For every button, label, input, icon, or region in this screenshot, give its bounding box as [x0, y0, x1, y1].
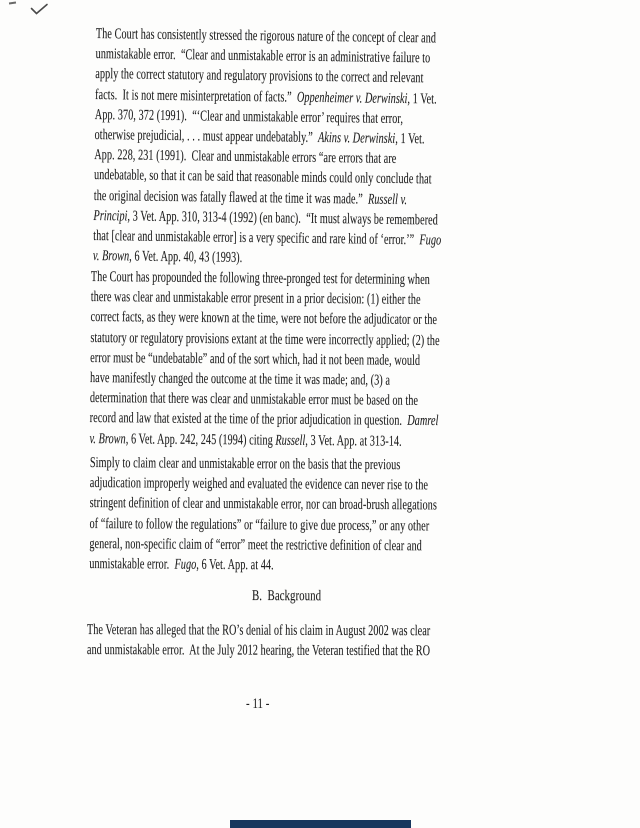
bottom-scan-bar [230, 820, 411, 828]
scan-speck [9, 2, 16, 5]
paragraph-veteran-allegation: The Veteran has alleged that the RO’s denial of his claim in August 2002 was clear and unmistakable error. At the July 2012 hearing, the Veteran testified that the RO [86, 622, 431, 660]
section-heading-background: B. Background [251, 588, 322, 605]
paragraph-cue-limitations: Simply to claim clear and unmistakable error on the basis that the previous adjudication improperly weighed and evaluated the evidence can never rise to the stringent definition of clear and unmistakable error, nor can broad-brush allegations of “failure to follow the regulations” or “failure to give due process,” or any other general, non-specific claim of “error” meet the restrictive definition of clear and unmistakable error. Fugo, 6 Vet. App. at 44. [89, 454, 437, 574]
check-mark-icon [30, 3, 49, 16]
page-number: - 11 - [246, 696, 270, 712]
paragraph-three-pronged-test: The Court has propounded the following three-pronged test for determining when there was clear and unmistakable error present in a prior decision: (1) either the correct facts, as they were known at the time, were not before the adjudicator or the statutory or regulatory provisions extant at the time were incorrectly applied; (2) the error must be “undebatable” and of the sort which, had it not been made, would have manifestly changed the outcome at the time it was made; and, (3) a determination that there was clear and unmistakable error must be based on the record and law that existed at the time of the prior adjudication in question. Damrel v. Brown, 6 Vet. App. 242, 245 (1994) citing Russell, 3 Vet. App. at 313-14. [89, 268, 440, 450]
paragraph-cue-standard: The Court has consistently stressed the rigorous nature of the concept of clear and unmistakable error. “Clear and unmistakable error is an administrative failure to apply the correct statutory and regulatory provisions to the correct and relevant facts. It is not mere misinterpretation of facts.” Oppenheimer v. Derwinski, 1 Vet. App. 370, 372 (1991). “‘Clear and unmistakable error’ requires that error, otherwise prejudicial, . . . must appear undebatably.” Akins v. Derwinski, 1 Vet. App. 228, 231 (1991). Clear and unmistakable errors “are errors that are undebatable, so that it can be said that reasonable minds could only conclude that the original decision was fatally flawed at the time it was made.” Russell v. Principi, 3 Vet. App. 310, 313-4 (1992) (en banc). “It must always be remembered that [clear and unmistakable error] is a very specific and rare kind of ‘error.’” Fugo v. Brown, 6 Vet. App. 40, 43 (1993). [92, 25, 442, 267]
